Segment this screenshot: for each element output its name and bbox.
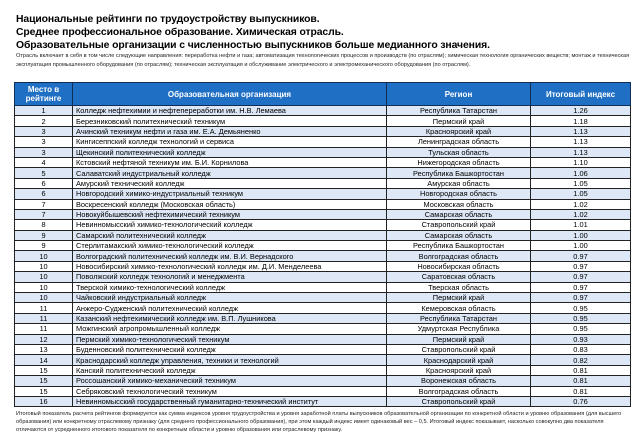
rank-cell: 15 [15,386,73,396]
table-row [15,147,631,157]
index-cell: 0.97 [531,261,631,271]
region-cell: Ставропольский край [387,220,531,230]
organization-cell: Салаватский индустриальный колледж [73,168,387,178]
region-cell: Пермский край [387,116,531,126]
column-header-index: Итоговый индекс [531,83,631,106]
region-cell: Ставропольский край [387,344,531,354]
organization-cell: Щекинский политехнический колледж [73,147,387,157]
rank-cell: 10 [15,293,73,303]
rank-cell: 10 [15,251,73,261]
organization-cell: Кстовский нефтяной техникум им. Б.И. Корнилова [73,157,387,167]
region-cell: Кемеровская область [387,303,531,313]
region-cell: Волгоградская область [387,386,531,396]
rank-cell: 16 [15,396,73,406]
table-row [15,209,631,219]
table-row [15,157,631,167]
table-row [15,137,631,147]
index-cell: 0.97 [531,251,631,261]
rank-cell: 12 [15,334,73,344]
rank-cell: 13 [15,344,73,354]
rank-cell: 10 [15,261,73,271]
rank-cell: 15 [15,365,73,375]
rank-cell: 7 [15,199,73,209]
index-cell: 1.13 [531,126,631,136]
index-cell: 1.05 [531,178,631,188]
document-header [16,13,631,69]
footnote: Итоговый показатель расчета рейтингов формируется как сумма индексов уровня трудоустройства и уровня заработной платы выпускников образовательной организации по конкретной области и уровню образования (для высшего образования) или конкретному отраслевому признаку (для среднего профессионального образования), при этом каждый индекс имеет одинаковый вес – 0,5. Итоговый индекс показывает, насколько совокупно два показателя отличаются от усредненного итогового показателя по конкретным области и уровню образования или отраслевому признаку. [16,411,622,433]
table-row [15,334,631,344]
region-cell: Пермский край [387,334,531,344]
organization-cell: Стерлитамакский химико-технологический колледж [73,241,387,251]
index-cell: 1.01 [531,220,631,230]
table-row [15,282,631,292]
organization-cell: Невинномысский химико-технологический колледж [73,220,387,230]
table-row [15,251,631,261]
title-line-3: Образовательные организации с численностью выпускников больше медианного значения. [16,40,490,51]
table-row [15,168,631,178]
index-cell: 1.00 [531,230,631,240]
organization-cell: Канский политехнический колледж [73,365,387,375]
organization-cell: Новгородский химико-индустриальный техникум [73,189,387,199]
table-row [15,344,631,354]
region-cell: Республика Татарстан [387,106,531,116]
rank-cell: 6 [15,178,73,188]
organization-cell: Краснодарский колледж управления, техники и технологий [73,355,387,365]
table-row [15,116,631,126]
index-cell: 1.06 [531,168,631,178]
organization-cell: Новокуйбышевский нефтехимический техникум [73,209,387,219]
table-row [15,126,631,136]
rank-cell: 11 [15,324,73,334]
organization-cell: Пермский химико-технологический техникум [73,334,387,344]
region-cell: Удмуртская Республика [387,324,531,334]
table-row [15,261,631,271]
region-cell: Воронежская область [387,376,531,386]
column-header-region: Регион [387,83,531,106]
table-row [15,178,631,188]
rank-cell: 6 [15,189,73,199]
index-cell: 1.10 [531,157,631,167]
industry-description: Отрасль включает в себя в том числе следующие направления: переработка нефти и газа; автоматизация технологических процессов и производств (по отраслям); химическая технология органических веществ; монтаж и техническая эксплуатация промышленного оборудования (по отраслям); техническая эксплуатация и обслуживание электрического и электромеханического оборудования (по отраслям). [16,53,630,68]
title-line-2: Среднее профессиональное образование. Химическая отрасль. [16,27,344,38]
rank-cell: 14 [15,355,73,365]
index-cell: 0.76 [531,396,631,406]
table-row [15,230,631,240]
rank-cell: 9 [15,241,73,251]
region-cell: Республика Татарстан [387,313,531,323]
table-row [15,376,631,386]
table-row [15,303,631,313]
table-row [15,355,631,365]
region-cell: Ленинградская область [387,137,531,147]
table-row [15,365,631,375]
organization-cell: Буденновский политехнический колледж [73,344,387,354]
organization-cell: Колледж нефтехимии и нефтепереработки им. Н.В. Лемаева [73,106,387,116]
rank-cell: 3 [15,147,73,157]
column-header-organization: Образовательная организация [73,83,387,106]
index-cell: 1.18 [531,116,631,126]
index-cell: 0.82 [531,355,631,365]
organization-cell: Волгоградский политехнический колледж им. В.И. Вернадского [73,251,387,261]
organization-cell: Россошанский химико-механический техникум [73,376,387,386]
organization-cell: Новосибирский химико-технологический колледж им. Д.И. Менделеева [73,261,387,271]
region-cell: Красноярский край [387,126,531,136]
rank-cell: 5 [15,168,73,178]
column-header-rank: Место в рейтинге [15,83,73,106]
rank-cell: 15 [15,376,73,386]
organization-cell: Себряковский технологический техникум [73,386,387,396]
index-cell: 0.81 [531,376,631,386]
table-row [15,189,631,199]
table-row [15,386,631,396]
organization-cell: Березниковский политехнический техникум [73,116,387,126]
table-row [15,313,631,323]
organization-cell: Казанский нефтехимический колледж им. В.П. Лушникова [73,313,387,323]
rank-cell: 11 [15,313,73,323]
index-cell: 0.81 [531,386,631,396]
organization-cell: Кингисеппский колледж технологий и сервиса [73,137,387,147]
rank-cell: 10 [15,282,73,292]
region-cell: Нижегородская область [387,157,531,167]
index-cell: 1.00 [531,241,631,251]
rank-cell: 8 [15,220,73,230]
rank-cell: 10 [15,272,73,282]
organization-cell: Поволжский колледж технологий и менеджмента [73,272,387,282]
rank-cell: 11 [15,303,73,313]
region-cell: Краснодарский край [387,355,531,365]
index-cell: 0.93 [531,334,631,344]
table-row [15,272,631,282]
region-cell: Новгородская область [387,189,531,199]
table-row [15,324,631,334]
rank-cell: 3 [15,126,73,136]
index-cell: 1.02 [531,199,631,209]
organization-cell: Анжеро-Судженский политехнический колледж [73,303,387,313]
rating-table [14,82,631,407]
region-cell: Новосибирская область [387,261,531,271]
table-row [15,220,631,230]
region-cell: Республика Башкортостан [387,168,531,178]
rank-cell: 3 [15,137,73,147]
organization-cell: Можгинский агропромышленный колледж [73,324,387,334]
organization-cell: Амурский технический колледж [73,178,387,188]
index-cell: 0.97 [531,272,631,282]
index-cell: 0.97 [531,293,631,303]
rank-cell: 7 [15,209,73,219]
rank-cell: 2 [15,116,73,126]
title-line-1: Национальные рейтинги по трудоустройству выпускников. [16,14,320,25]
index-cell: 0.95 [531,313,631,323]
region-cell: Ставропольский край [387,396,531,406]
index-cell: 0.95 [531,303,631,313]
organization-cell: Ачинский техникум нефти и газа им. Е.А. Демьяненко [73,126,387,136]
region-cell: Саратовская область [387,272,531,282]
region-cell: Амурская область [387,178,531,188]
organization-cell: Чайковский индустриальный колледж [73,293,387,303]
index-cell: 0.97 [531,282,631,292]
region-cell: Республика Башкортостан [387,241,531,251]
organization-cell: Воскресенский колледж (Московская область) [73,199,387,209]
table-row [15,199,631,209]
index-cell: 1.26 [531,106,631,116]
index-cell: 1.13 [531,147,631,157]
table-row [15,106,631,116]
region-cell: Тверская область [387,282,531,292]
table-body [15,106,631,407]
index-cell: 1.02 [531,209,631,219]
rank-cell: 1 [15,106,73,116]
index-cell: 0.83 [531,344,631,354]
organization-cell: Невинномысский государственный гуманитарно-технический институт [73,396,387,406]
organization-cell: Самарский политехнический колледж [73,230,387,240]
organization-cell: Тверской химико-технологический колледж [73,282,387,292]
table-row [15,396,631,406]
table-row [15,293,631,303]
table-row [15,241,631,251]
region-cell: Самарская область [387,230,531,240]
region-cell: Московская область [387,199,531,209]
index-cell: 0.95 [531,324,631,334]
table-header-row [15,83,631,106]
index-cell: 0.81 [531,365,631,375]
region-cell: Пермский край [387,293,531,303]
region-cell: Волгоградская область [387,251,531,261]
region-cell: Красноярский край [387,365,531,375]
index-cell: 1.13 [531,137,631,147]
region-cell: Самарская область [387,209,531,219]
rank-cell: 9 [15,230,73,240]
index-cell: 1.05 [531,189,631,199]
region-cell: Тульская область [387,147,531,157]
rank-cell: 4 [15,157,73,167]
